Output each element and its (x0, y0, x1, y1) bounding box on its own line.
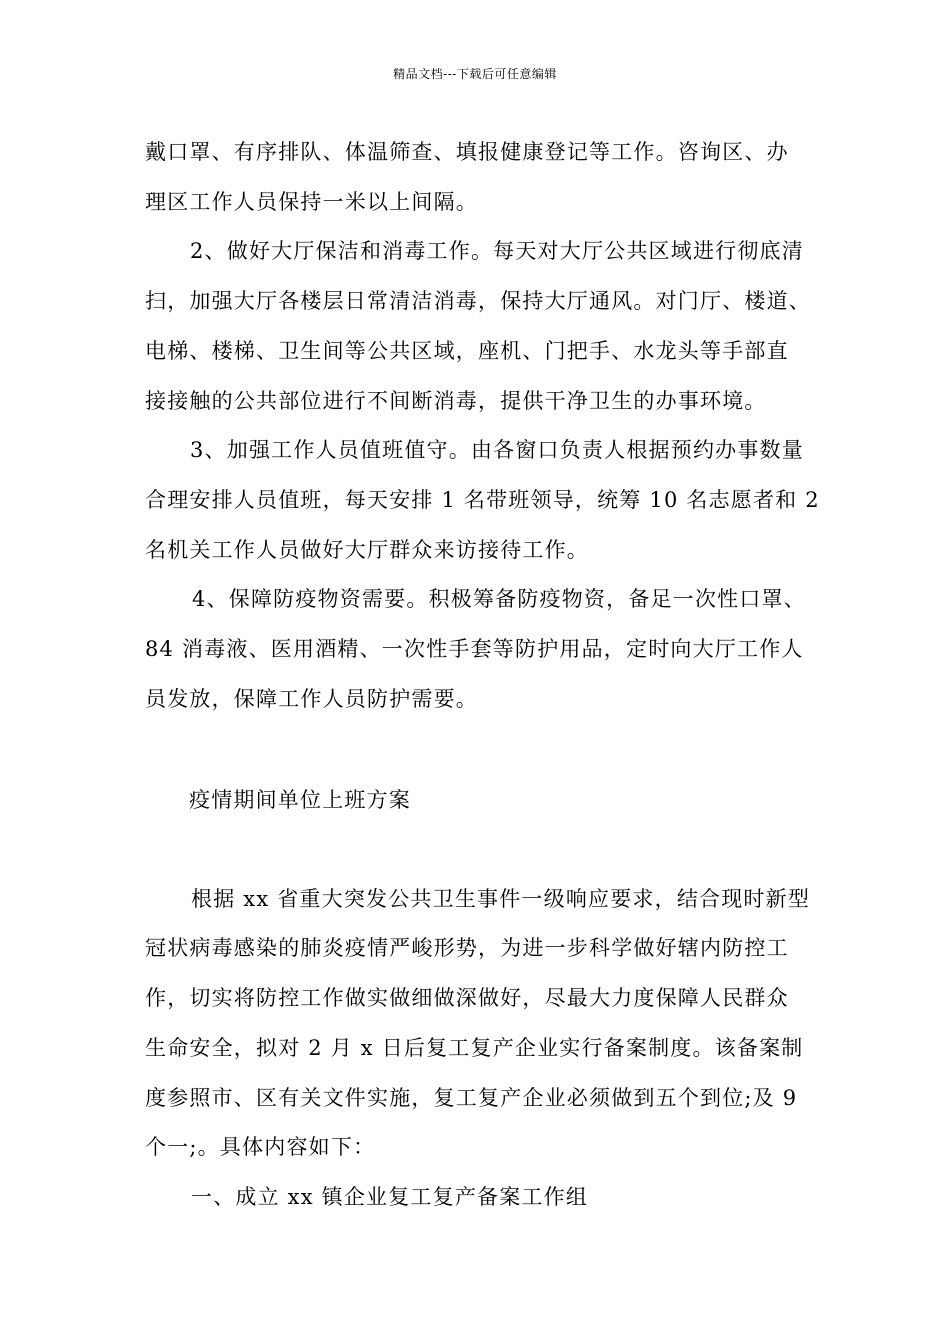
body-line: 扫，加强大厅各楼层日常清洁消毒，保持大厅通风。对门厅、楼道、 (145, 289, 811, 313)
body-line: 戴口罩、有序排队、体温筛查、填报健康登记等工作。咨询区、办 (145, 140, 789, 164)
body-line: 接接触的公共部位进行不间断消毒，提供干净卫生的办事环境。 (145, 389, 767, 413)
body-line: 理区工作人员保持一米以上间隔。 (145, 190, 478, 214)
body-line: 度参照市、区有关文件实施，复工复产企业必须做到五个到位;及 9 (145, 1086, 798, 1110)
body-line: 生命安全，拟对 2 月 x 日后复工复产企业实行备案制度。该备案制 (145, 1036, 804, 1060)
subsection-heading: 一、成立 xx 镇企业复工复产备案工作组 (191, 1185, 589, 1209)
body-line: 合理安排人员值班，每天安排 1 名带班领导，统筹 10 名志愿者和 2 (145, 488, 820, 512)
section-title: 疫情期间单位上班方案 (189, 788, 411, 812)
body-line: 电梯、楼梯、卫生间等公共区域，座机、门把手、水龙头等手部直 (145, 339, 789, 363)
paragraph-4-start: 4、保障防疫物资需要。积极筹备防疫物资，备足一次性口罩、 (192, 587, 806, 611)
body-line: 员发放，保障工作人员防护需要。 (145, 687, 478, 711)
paragraph-3-start: 3、加强工作人员值班值守。由各窗口负责人根据预约办事数量 (190, 438, 804, 462)
page-header: 精品文档---下载后可任意编辑 (393, 67, 557, 81)
body-line: 作，切实将防控工作做实做细做深做好，尽最大力度保障人民群众 (145, 986, 789, 1010)
paragraph-2-start: 2、做好大厅保洁和消毒工作。每天对大厅公共区域进行彻底清 (190, 239, 804, 263)
body-line: 名机关工作人员做好大厅群众来访接待工作。 (145, 538, 589, 562)
body-line: 个一;。具体内容如下： (145, 1135, 376, 1159)
body-line: 84 消毒液、医用酒精、一次性手套等防护用品，定时向大厅工作人 (145, 637, 804, 661)
paragraph-5-start: 根据 xx 省重大突发公共卫生事件一级响应要求，结合现时新型 (191, 887, 811, 911)
body-line: 冠状病毒感染的肺炎疫情严峻形势，为进一步科学做好辖内防控工 (145, 936, 789, 960)
